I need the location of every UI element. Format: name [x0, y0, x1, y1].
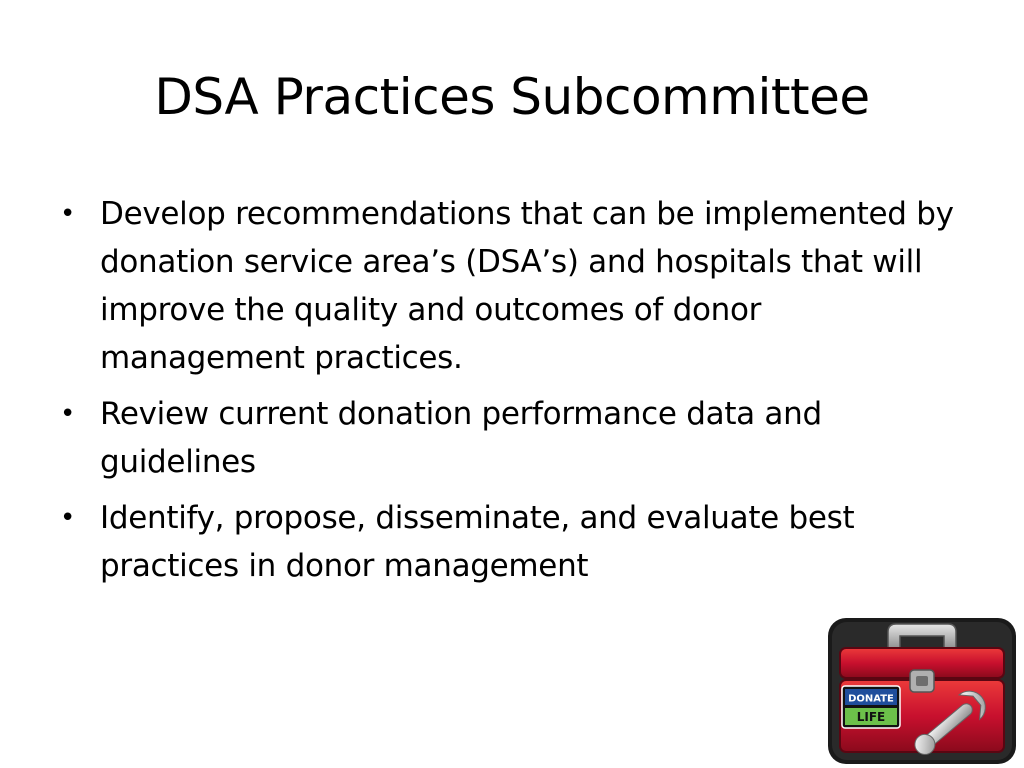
- bullet-text: Develop recommendations that can be implemented by donation service area’s (DSA’s) and hospitals that will improve the quality and outcomes of donor management practices.: [100, 196, 954, 376]
- badge-line1: DONATE: [848, 693, 894, 705]
- bullet-marker: •: [60, 199, 76, 229]
- slide-title: DSA Practices Subcommittee: [154, 68, 870, 126]
- bullet-item: [58, 390, 958, 486]
- bullet-text: Review current donation performance data and guidelines: [100, 396, 822, 480]
- donate-life-toolbox-icon: [826, 616, 1018, 766]
- bullet-item: [58, 190, 958, 382]
- badge-line2: LIFE: [856, 710, 886, 724]
- bullet-marker: •: [60, 503, 76, 533]
- bullet-text: Identify, propose, disseminate, and evaluate best practices in donor management: [100, 500, 855, 584]
- bullet-item: [58, 494, 958, 590]
- bullet-marker: •: [60, 399, 76, 429]
- bullet-list: [58, 190, 958, 598]
